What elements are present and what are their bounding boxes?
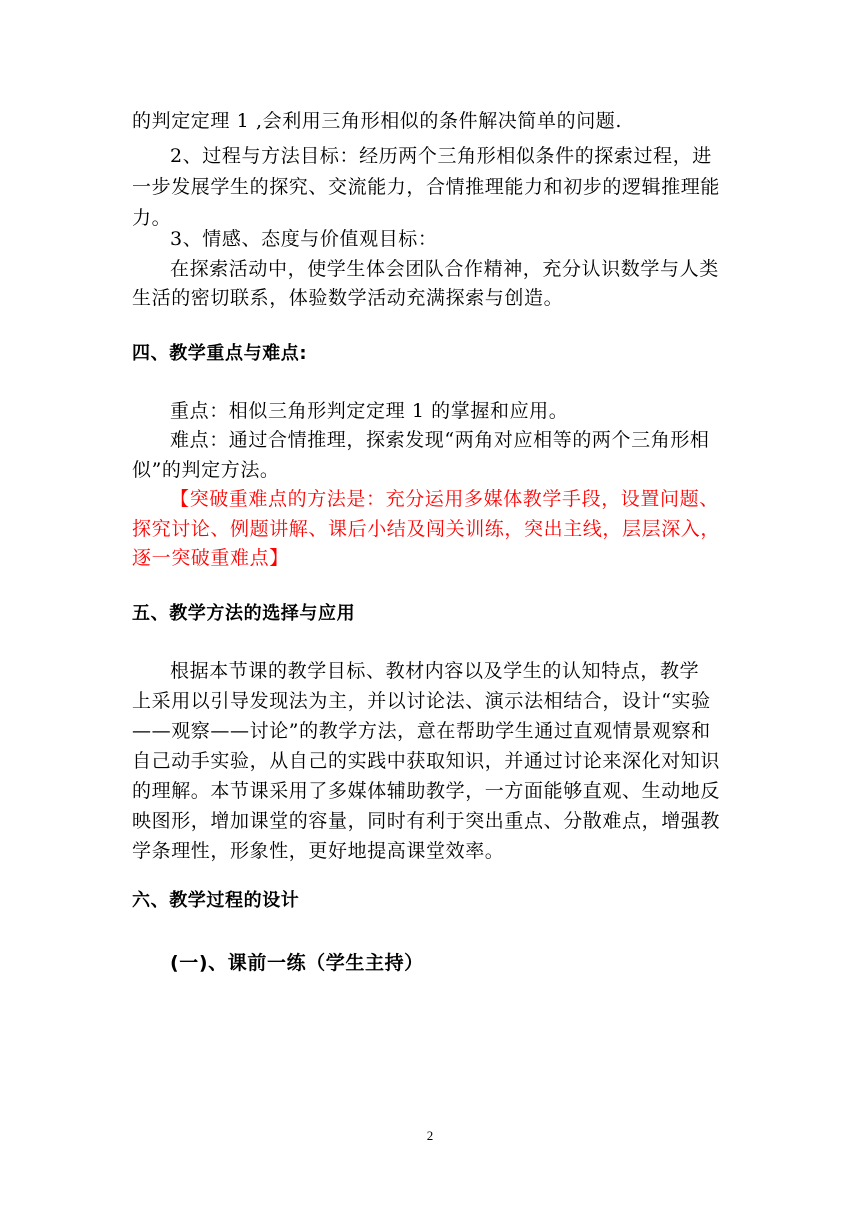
body-line: 根据本节课的教学目标、教材内容以及学生的认知特点，教学 [170, 660, 700, 682]
body-line: 的判定定理 1 ,会利用三角形相似的条件解决简单的问题. [132, 110, 623, 132]
body-line: 2、过程与方法目标：经历两个三角形相似条件的探索过程，进 [170, 145, 712, 167]
breakthrough-line: 【突破重难点的方法是：充分运用多媒体教学手段，设置问题、 [170, 488, 719, 510]
section-heading: 五、教学方法的选择与应用 [132, 603, 356, 624]
breakthrough-line: 逐一突破重难点】 [132, 547, 289, 569]
sub-heading: (一)、课前一练（学生主持） [170, 952, 424, 974]
difficulty-line: 似”的判定方法。 [132, 459, 280, 481]
page-number: 2 [426, 1128, 434, 1143]
body-line: 在探索活动中，使学生体会团队合作精神，充分认识数学与人类 [170, 258, 719, 280]
section-heading: 六、教学过程的设计 [132, 890, 300, 911]
body-line: 上采用以引导发现法为主，并以讨论法、演示法相结合，设计“实验 [132, 690, 711, 712]
difficulty-line: 难点：通过合情推理，探索发现“两角对应相等的两个三角形相 [170, 429, 710, 451]
body-line: 力。 [132, 207, 172, 229]
body-line: 一步发展学生的探究、交流能力，合情推理能力和初步的逻辑推理能 [132, 176, 721, 198]
breakthrough-line: 探究讨论、例题讲解、课后小结及闯关训练，突出主线，层层深入， [132, 518, 721, 540]
body-line: 生活的密切联系，体验数学活动充满探索与创造。 [132, 287, 564, 309]
section-heading: 四、教学重点与难点: [132, 343, 308, 364]
body-line: ——观察——讨论”的教学方法，意在帮助学生通过直观情景观察和 [132, 720, 711, 742]
body-line: 自己动手实验，从自己的实践中获取知识，并通过讨论来深化对知识 [132, 750, 721, 772]
body-line: 映图形，增加课堂的容量，同时有利于突出重点、分散难点，增强教 [132, 810, 721, 832]
key-point-line: 重点：相似三角形判定定理 1 的掌握和应用。 [170, 400, 569, 422]
body-line: 学条理性，形象性，更好地提高课堂效率。 [132, 840, 505, 862]
body-line: 的理解。本节课采用了多媒体辅助教学，一方面能够直观、生动地反 [132, 780, 721, 802]
body-line: 3、情感、态度与价值观目标： [170, 228, 438, 250]
